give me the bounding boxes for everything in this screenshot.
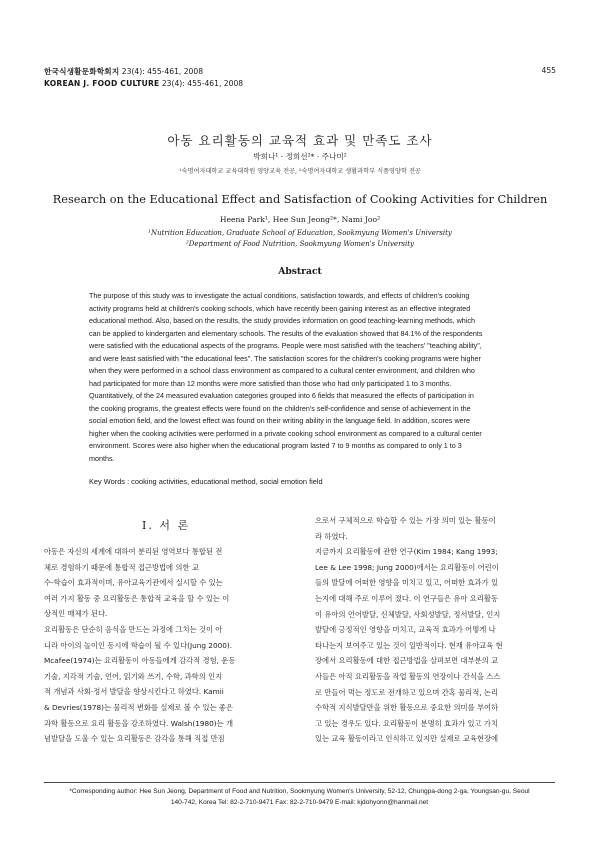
citation-ko: 23(4): 455-461, 2008 [121,67,204,76]
journal-header [44,66,243,90]
abstract-line: educational method. Also, based on the results, the study provides information on good teaching-learning methods, which [89,316,475,325]
abstract-line: The purpose of this study was to investigate the actual conditions, satisfaction towards, and effects of children's cooking [89,291,470,300]
body-text-line: 있는 교육 활동이라고 인식하고 있지만 실제로 교육현장에 [315,734,499,744]
abstract-line: can be applied to kindergarten and elementary schools. The results of the evaluation showed that 84.1% of the respondents [89,328,483,338]
body-text-line: 수학적 지식발달만을 위한 활동으로 중요한 의미를 부여하 [315,703,499,713]
title-korean: 아동 요리활동의 교육적 효과 및 만족도 조사 [167,133,433,148]
body-text-line: & Devries(1978)는 물리적 변화를 실제로 볼 수 있는 좋은 [44,702,234,712]
citation-en: 23(4): 455-461, 2008 [161,79,244,88]
abstract-line: and were least satisfied with "the educational fees". The satisfaction scores for the children's cooking programs were higher [89,353,481,363]
body-text-line: 체로 경험하기 때문에 통합적 접근방법에 의한 교 [44,562,199,572]
left-column-text [44,544,235,747]
body-text-line: 지금까지 요리활동에 관한 연구(Kim 1984; Kang 1993; [315,547,498,557]
footnote-line-2: 140-742, Korea Tel: 82-2-710-9471 Fax: 82-2-710-9479 E-mail: kjdohyonn@hanmail.net [170,799,429,807]
right-column-text [315,513,503,747]
journal-name-en: KOREAN J. FOOD CULTURE [44,79,160,88]
authors-korean: 박희나¹ · 정희선²* · 주나미² [253,152,347,161]
title-english: Research on the Educational Effect and Satisfaction of Cooking Activities for Children [52,193,548,206]
body-text-line: 념발달을 도울 수 있는 요리활동은 감각을 통해 직접 만짐 [44,734,225,744]
abstract-body [89,290,515,465]
footnote-line-1: *Corresponding author: Hee Sun Jeong, Department of Food and Nutrition, Sookmyung Women's University, 52-12, Chungpa-dong 2-ga, Youngsan-gu, Seoul [69,788,530,795]
body-text-line: 라 하였다. [315,531,348,541]
keywords [89,477,323,486]
body-text-line: 로 만들어 먹는 정도로 전개하고 있으며 간혹 물리적, 논리 [315,687,498,697]
abstract-line: months. [89,453,115,463]
body-text-line: 장에서 요리활동에 대한 접근방법을 살펴보면 대부분의 교 [315,656,499,666]
authors-english: Heena Park¹, Hee Sun Jeong²*, Nami Joo² [219,215,381,224]
body-text-line: 과학 활동으로 요리 활동을 강조하였다. Walsh(1980)는 개 [44,718,234,728]
keywords-text: : cooking activities, educational method, social emotion field [127,477,323,486]
body-text-line: 기술, 지각적 기술, 언어, 읽기와 쓰기, 수학, 과학의 인지 [44,671,223,681]
body-text-line: 타나는지 보여주고 있는 것이 일반적이다. 현재 유아교육 현 [315,640,503,650]
body-text-line: 으로서 구체적으로 학습할 수 있는 가장 의미 있는 활동이 [315,516,496,525]
body-text-line: 상적인 매체가 된다. [44,609,108,619]
body-text-line: Mcafee(1974)는 요리활동이 아동들에게 감각적 경험, 운동 [44,656,236,666]
abstract-heading: Abstract [278,266,322,277]
affiliation-english-2: ²Department of Food Nutrition, Sookmyung Women's University [185,240,415,248]
body-text-line: 발달에 긍정적인 영향을 미치고, 교육적 효과가 어떻게 나 [315,625,496,635]
affiliation-english-1: ¹Nutrition Education, Graduate School of Education, Sookmyung Women's University [148,229,452,237]
abstract-line: higher when the cooking activities were performed in a private cooking school environment as compared to a cultural center [89,428,482,438]
body-text-line: 사들은 아직 요리활동을 작업 활동의 연장이나 간식을 스스 [315,671,501,681]
footnote-divider [44,782,555,783]
body-text-line: 이 유아의 언어발달, 신체발달, 사회성발달, 정서발달, 인지 [315,609,501,619]
body-text-line: 는지에 대해 주로 이루어 졌다. 이 연구들은 유아 요리활동 [315,593,498,603]
section-heading-introduction: Ⅰ. 서 론 [142,519,191,532]
abstract-line: had participated for more than 12 months were more satisfied than those who had only participated 1 to 3 months. [89,378,452,388]
journal-name-ko: 한국식생활문화학회지 [44,67,120,76]
abstract-line: were satisfied with the educational aspects of the programs. People were most satisfied with the teachers' "teaching ability", [89,341,482,350]
body-text-line: 적 개념과 사회·정서 발달을 향상시킨다고 하였다. Kamii [44,687,224,697]
body-text-line: 여러 가지 활동 중 요리활동은 통합적 교육을 할 수 있는 이 [44,593,230,603]
abstract-line: activity programs held at children's cooking schools, which have recently been gaining interest as an effective integrated [89,303,471,313]
abstract-line: Quantitatively, of the 24 measured evaluation categories grouped into 6 fields that measured the effects of participation in [89,391,474,400]
abstract-line: social emotion field, and the lowest effect was found on their writing ability in the language field. In addition, scores were [89,416,471,425]
page-number: 455 [541,66,556,75]
affiliation-english [0,228,600,250]
body-text-line: 아동은 자신의 세계에 대하여 분리된 영역보다 통합된 전 [44,547,223,556]
abstract-line: when they were performed in a school class environment as compared to a cultural center environment, and children who [89,366,475,375]
affiliation-korean: ¹숙명여자대학교 교육대학원 영양교육 전공, ²숙명여자대학교 생활과학부 식품영양학 전공 [179,168,421,175]
body-text-line: 요리활동은 단순히 음식을 만드는 과정에 그치는 것이 아 [44,624,223,634]
body-text-line: 고 있는 경우도 있다. 요리활동이 분명히 효과가 있고 가치 [315,718,498,728]
abstract-line: the cooking programs, the greatest effects were found on the children's self-confidence and sense of achievement in the [89,403,471,413]
body-text-line: Lee & Lee 1998; Jung 2000)에서는 요리활동이 어린이 [315,562,499,572]
body-text-line: 니라 아이의 놀이인 동시에 학습이 될 수 있다(Jung 2000). [44,640,233,650]
abstract-line: environment. Scores were also higher when the educational program lasted 7 to 9 months as compared to only 1 to 3 [89,441,462,450]
footnote [44,786,555,808]
keywords-label: Key Words [89,477,126,486]
body-text-line: 수-학습이 효과적이며, 유아교육기관에서 실시할 수 있는 [44,578,223,588]
body-text-line: 들의 발달에 어떠한 영향을 미치고 있고, 어떠한 효과가 있 [315,578,498,588]
